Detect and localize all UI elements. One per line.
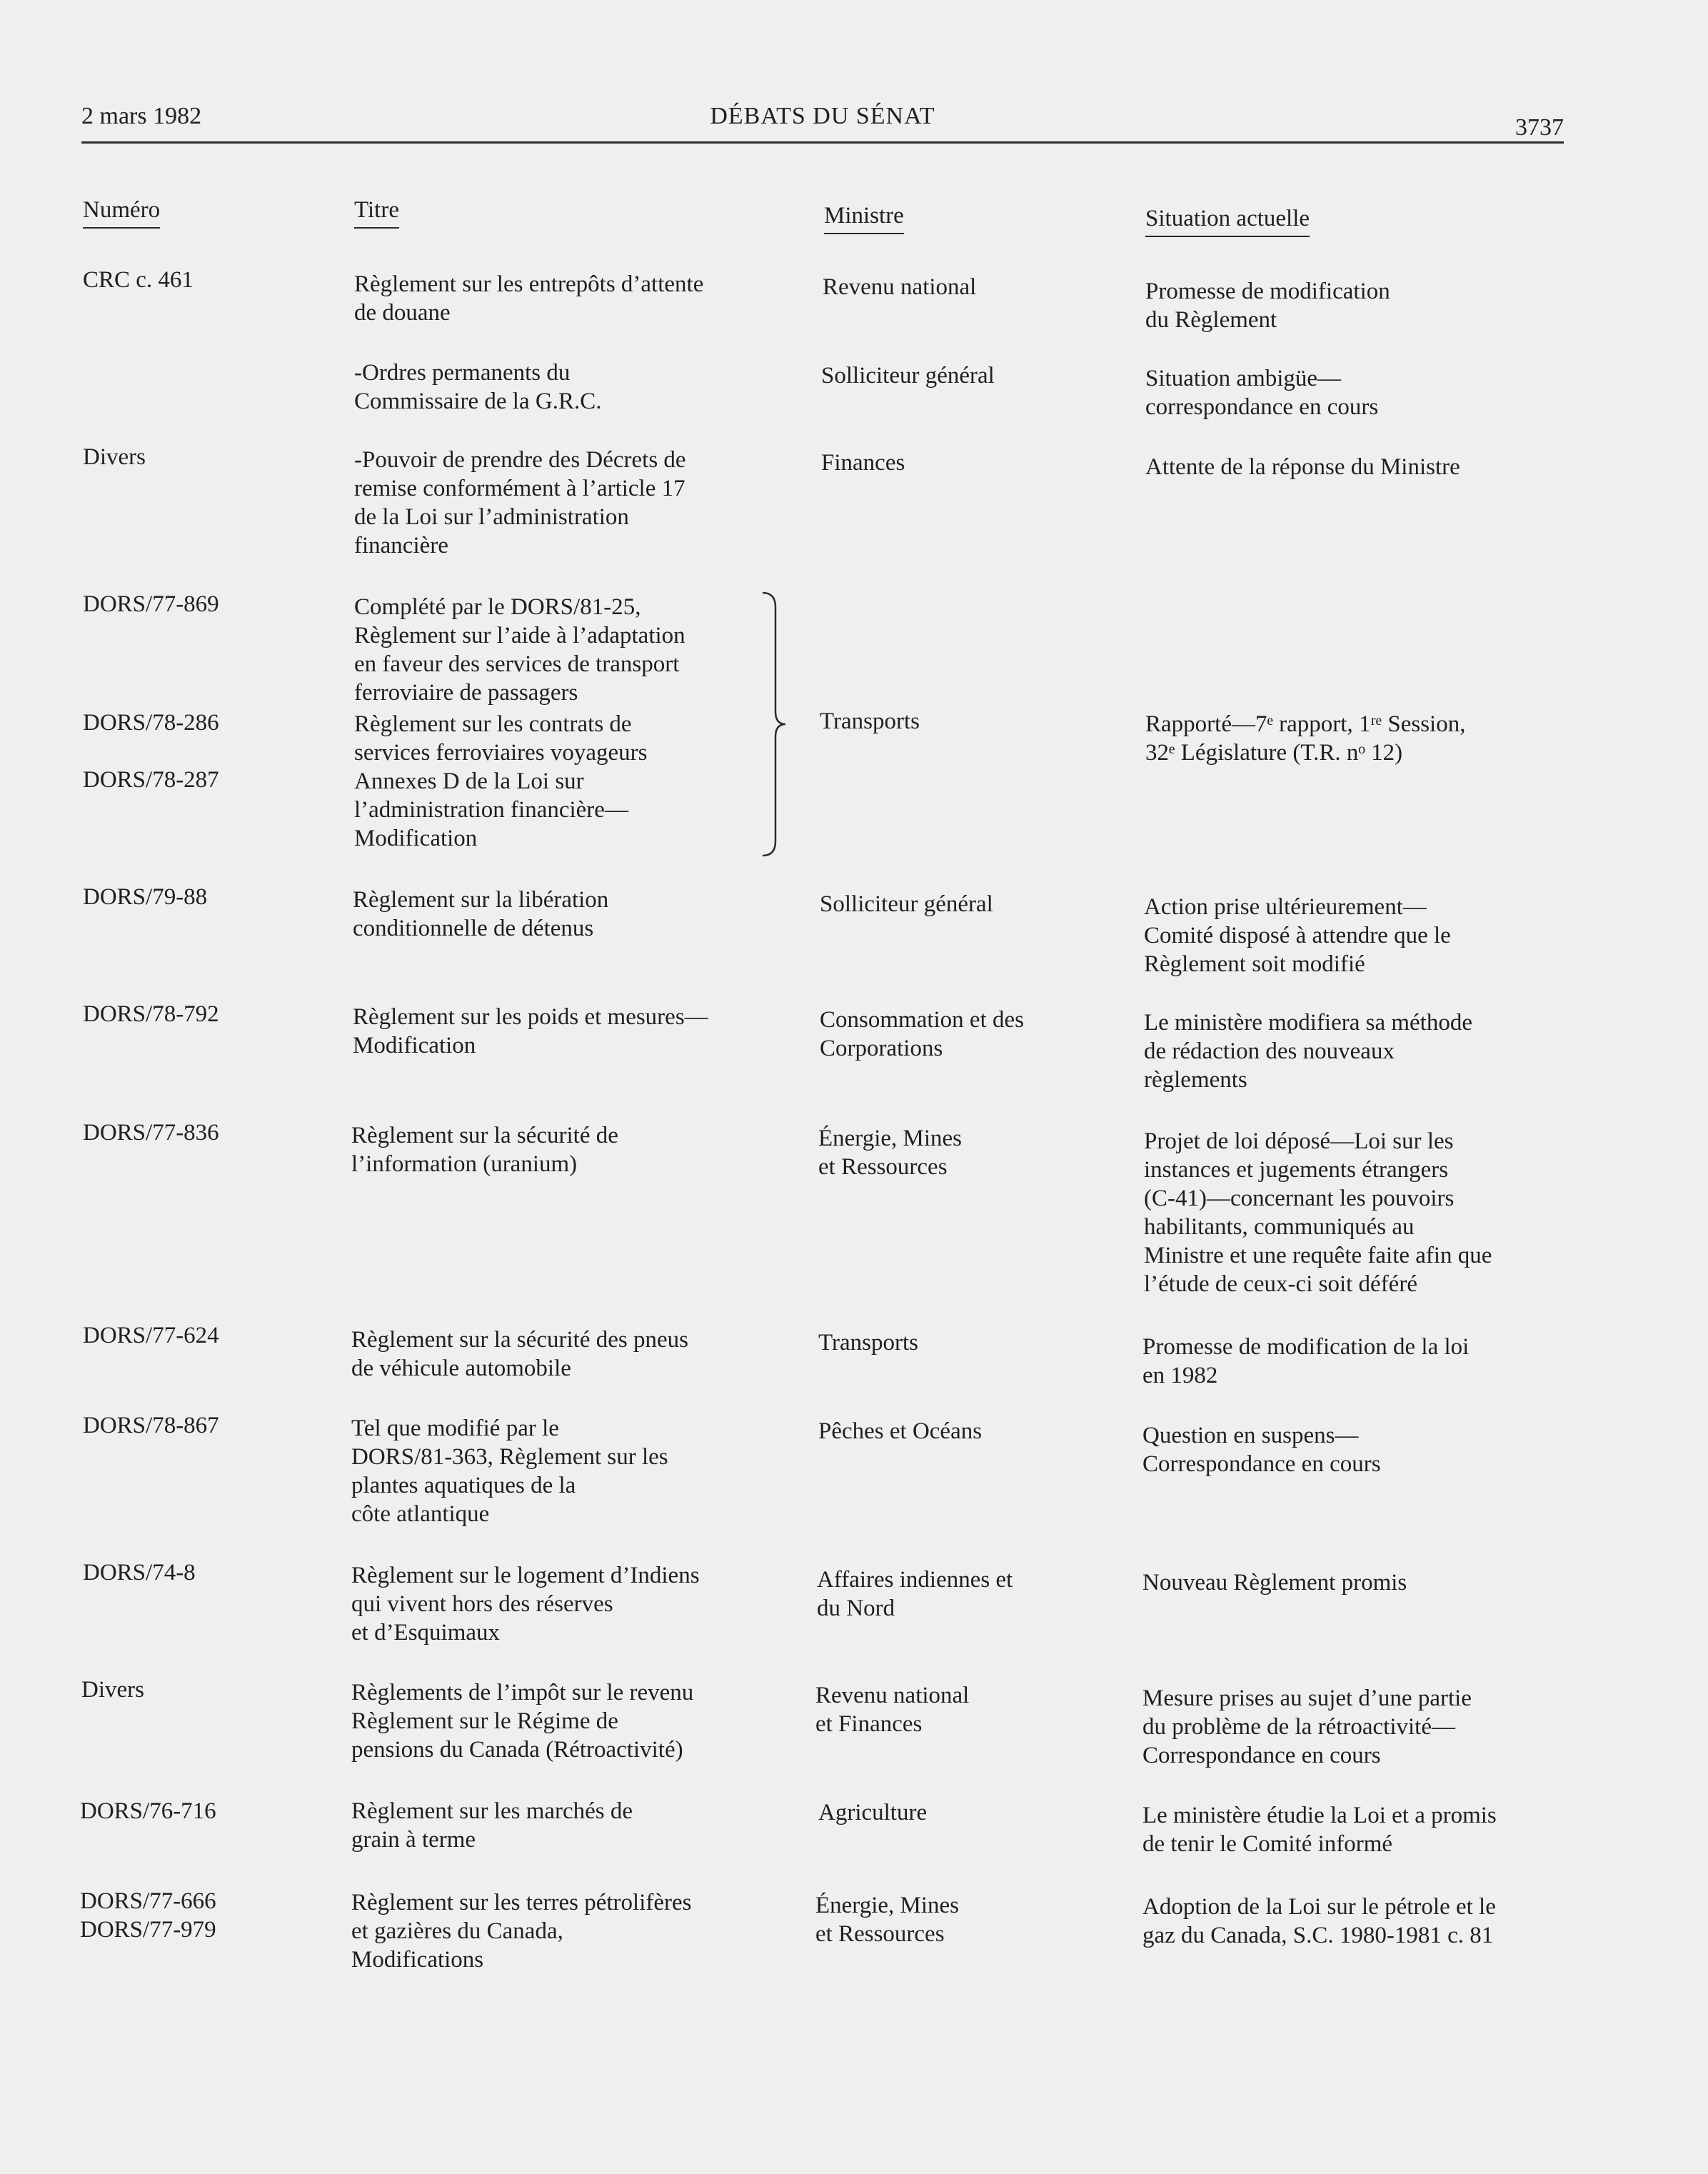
row-situation: Promesse de modification de la loi en 1982 (1142, 1334, 1470, 1388)
grouping-brace (760, 590, 788, 858)
row-titre: Règlement sur les terres pétrolifères et gazières du Canada, Modifications (351, 1890, 692, 1973)
row-situation: Le ministère étudie la Loi et a promis de tenir le Comité informé (1142, 1803, 1497, 1857)
row-numero: DORS/77-624 (83, 1323, 219, 1348)
row-numero: Divers (81, 1677, 144, 1703)
row-titre: Règlement sur les poids et mesures— Modification (353, 1004, 708, 1058)
column-header-numero: Numéro (83, 196, 160, 229)
header-title: DÉBATS DU SÉNAT (710, 103, 935, 129)
row-ministre: Revenu national et Finances (815, 1683, 970, 1737)
row-titre: -Ordres permanents du Commissaire de la G.R.C. (354, 360, 602, 414)
row-numero: DORS/77-836 (83, 1120, 219, 1146)
row-titre: Règlement sur les contrats de services ferroviaires voyageurs (354, 711, 648, 766)
row-titre: -Pouvoir de prendre des Décrets de remise conformément à l’article 17 de la Loi sur l’administration financière (354, 447, 686, 558)
row-ministre: Solliciteur général (821, 363, 995, 389)
row-ministre: Énergie, Mines et Ressources (818, 1126, 963, 1180)
row-numero: DORS/78-792 (83, 1001, 219, 1027)
row-numero: DORS/77-869 (83, 591, 219, 617)
row-ministre: Transports (820, 708, 920, 734)
row-numero: DORS/76-716 (80, 1798, 216, 1824)
row-titre: Règlement sur le logement d’Indiens qui vivent hors des réserves et d’Esquimaux (351, 1563, 700, 1645)
row-titre: Règlement sur la sécurité de l’information (uranium) (351, 1123, 618, 1177)
row-numero: DORS/74-8 (83, 1560, 196, 1586)
row-numero: DORS/78-287 (83, 767, 219, 793)
row-numero: DORS/78-867 (83, 1413, 219, 1438)
row-situation: Action prise ultérieurement— Comité disposé à attendre que le Règlement soit modifié (1144, 894, 1451, 977)
row-numero: DORS/77-666 DORS/77-979 (80, 1888, 216, 1943)
row-ministre: Solliciteur général (820, 891, 993, 917)
row-titre: Règlement sur les entrepôts d’attente de douane (354, 271, 704, 326)
row-titre: Règlement sur la sécurité des pneus de véhicule automobile (351, 1327, 688, 1381)
row-situation: Question en suspens— Correspondance en cours (1142, 1423, 1381, 1477)
column-header-ministre: Ministre (824, 201, 904, 234)
row-ministre: Finances (821, 450, 905, 476)
row-situation: Le ministère modifiera sa méthode de rédaction des nouveaux règlements (1144, 1010, 1473, 1093)
row-ministre: Affaires indiennes et du Nord (817, 1567, 1013, 1621)
row-ministre: Pêches et Océans (818, 1418, 983, 1444)
page-number: 3737 (1515, 114, 1564, 141)
row-situation: Projet de loi déposé—Loi sur les instances et jugements étrangers (C-41)—concernant les pouvoirs habilitants, communiqués au Ministre et une requête faite afin que l’étude de ceux-ci soit déféré (1144, 1128, 1492, 1297)
row-situation: Adoption de la Loi sur le pétrole et le gaz du Canada, S.C. 1980-1981 c. 81 (1142, 1894, 1496, 1948)
row-situation: Promesse de modification du Règlement (1145, 279, 1390, 333)
row-titre: Règlements de l’impôt sur le revenu Règlement sur le Régime de pensions du Canada (Rétroactivité) (351, 1680, 694, 1763)
row-situation: Mesure prises au sujet d’une partie du problème de la rétroactivité— Correspondance en cours (1142, 1685, 1472, 1768)
row-numero: Divers (83, 444, 146, 470)
page-header (81, 100, 1564, 144)
row-situation: Situation ambigüe— correspondance en cours (1145, 366, 1379, 420)
row-titre: Annexes D de la Loi sur l’administration financière— Modification (354, 768, 628, 851)
row-titre: Complété par le DORS/81-25, Règlement sur l’aide à l’adaptation en faveur des services de transport ferroviaire de passagers (354, 594, 685, 706)
row-titre: Tel que modifié par le DORS/81-363, Règlement sur les plantes aquatiques de la côte atlantique (351, 1416, 668, 1527)
row-numero: DORS/79-88 (83, 884, 208, 910)
row-ministre: Agriculture (818, 1800, 928, 1825)
row-situation: Attente de la réponse du Ministre (1145, 454, 1460, 480)
row-numero: DORS/78-286 (83, 710, 219, 736)
row-ministre: Consommation et des Corporations (820, 1007, 1024, 1061)
row-titre: Règlement sur les marchés de grain à terme (351, 1798, 633, 1853)
row-titre: Règlement sur la libération conditionnelle de détenus (353, 887, 609, 941)
header-date: 2 mars 1982 (81, 103, 202, 129)
column-header-titre: Titre (354, 196, 399, 229)
row-ministre: Revenu national (823, 274, 977, 300)
row-numero: CRC c. 461 (83, 267, 194, 293)
row-situation: Rapporté—7ᵉ rapport, 1ʳᵉ Session, 32ᵉ Législature (T.R. nᵒ 12) (1145, 711, 1466, 766)
row-ministre: Transports (818, 1330, 918, 1356)
row-ministre: Énergie, Mines et Ressources (815, 1893, 960, 1947)
column-header-situation: Situation actuelle (1145, 204, 1310, 237)
row-situation: Nouveau Règlement promis (1142, 1570, 1407, 1596)
